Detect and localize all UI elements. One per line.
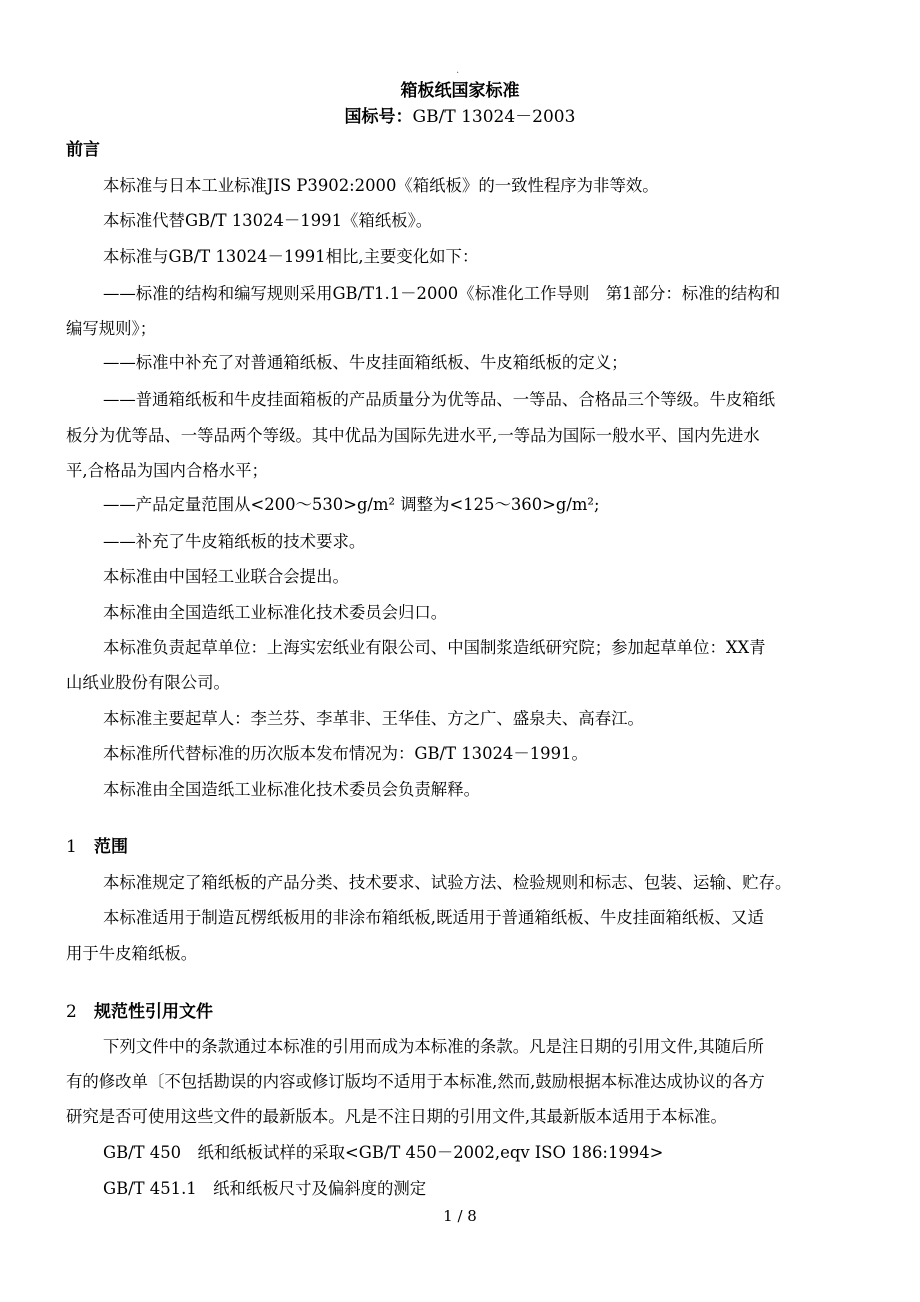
section-2-line: 有的修改单〔不包括勘误的内容或修订版均不适用于本标准,然而,鼓励根据本标准达成协议的各方 bbox=[66, 1072, 765, 1091]
foreword-line: ——标准中补充了对普通箱纸板、牛皮挂面箱纸板、牛皮箱纸板的定义； bbox=[103, 353, 628, 372]
reference-item: GB/T 450 纸和纸板试样的采取<GB/T 450－2002,eqv ISO 186:1994> bbox=[103, 1143, 664, 1162]
section-2-line: 下列文件中的条款通过本标准的引用而成为本标准的条款。凡是注日期的引用文件,其随后所 bbox=[103, 1037, 764, 1056]
foreword-line: 本标准由中国轻工业联合会提出。 bbox=[103, 567, 349, 586]
foreword-line: 编写规则》； bbox=[66, 319, 157, 338]
foreword-line: 本标准与日本工业标准JIS P3902:2000《箱纸板》的一致性程序为非等效。 bbox=[103, 176, 659, 195]
foreword-line: 本标准由全国造纸工业标准化技术委员会负责解释。 bbox=[103, 780, 480, 799]
standard-code-label: 国标号： bbox=[344, 107, 413, 127]
section-1-number: 1 bbox=[66, 837, 77, 857]
foreword-line: ——标准的结构和编写规则采用GB/T1.1－2000《标准化工作导则 第1部分：标准的结构和 bbox=[103, 284, 781, 303]
section-2-number: 2 bbox=[66, 1002, 77, 1022]
foreword-line: ——补充了牛皮箱纸板的技术要求。 bbox=[103, 532, 366, 551]
foreword-line: 本标准代替GB/T 13024－1991《箱纸板》。 bbox=[103, 211, 433, 230]
header-dot: . bbox=[456, 65, 460, 76]
document-title: 箱板纸国家标准 bbox=[400, 81, 520, 101]
foreword-line: 本标准负责起草单位：上海实宏纸业有限公司、中国制浆造纸研究院；参加起草单位：XX青 bbox=[103, 638, 766, 657]
foreword-line: 山纸业股份有限公司。 bbox=[66, 673, 230, 692]
section-1-heading bbox=[66, 836, 128, 858]
foreword-heading: 前言 bbox=[66, 140, 100, 160]
section-2-title: 规范性引用文件 bbox=[94, 1002, 213, 1022]
standard-code bbox=[0, 106, 920, 128]
reference-item: GB/T 451.1 纸和纸板尺寸及偏斜度的测定 bbox=[103, 1179, 427, 1198]
page-number: 1 / 8 bbox=[443, 1207, 477, 1225]
foreword-line: 本标准所代替标准的历次版本发布情况为：GB/T 13024－1991。 bbox=[103, 744, 588, 763]
foreword-line: 本标准主要起草人：李兰芬、李革非、王华佳、方之广、盛泉夫、高春江。 bbox=[103, 709, 644, 728]
foreword-line: 平,合格品为国内合格水平； bbox=[66, 461, 268, 480]
section-2-line: 研究是否可使用这些文件的最新版本。凡是不注日期的引用文件,其最新版本适用于本标准。 bbox=[66, 1107, 727, 1126]
section-2-heading bbox=[66, 1001, 213, 1023]
foreword-line: 本标准与GB/T 13024－1991相比,主要变化如下： bbox=[103, 247, 479, 266]
section-1-line: 本标准规定了箱纸板的产品分类、技术要求、试验方法、检验规则和标志、包装、运输、贮存。 bbox=[103, 873, 792, 892]
foreword-line: ——普通箱纸板和牛皮挂面箱板的产品质量分为优等品、一等品、合格品三个等级。牛皮箱纸 bbox=[103, 390, 776, 409]
foreword-line: 本标准由全国造纸工业标准化技术委员会归口。 bbox=[103, 603, 448, 622]
section-1-title: 范围 bbox=[94, 837, 128, 857]
standard-code-value: GB/T 13024－2003 bbox=[412, 107, 576, 127]
foreword-line: 板分为优等品、一等品两个等级。其中优品为国际先进水平,一等品为国际一般水平、国内先进水 bbox=[66, 426, 760, 445]
section-1-line: 本标准适用于制造瓦楞纸板用的非涂布箱纸板,既适用于普通箱纸板、牛皮挂面箱纸板、又适 bbox=[103, 908, 764, 927]
foreword-line: ——产品定量范围从<200～530>g/m² 调整为<125～360>g/m²; bbox=[103, 495, 600, 514]
section-1-line: 用于牛皮箱纸板。 bbox=[66, 944, 198, 963]
